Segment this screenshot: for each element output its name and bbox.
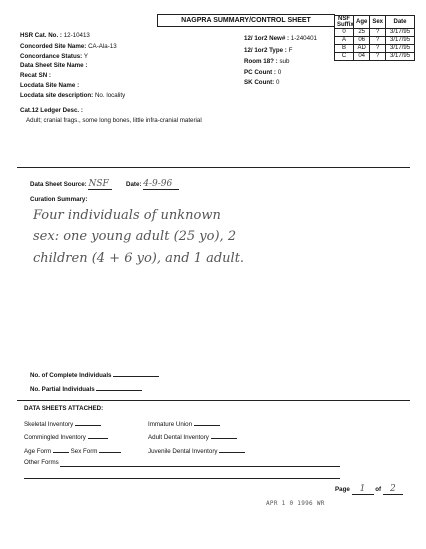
field-label: Recat SN : (20, 72, 51, 79)
field-label: Concorded Site Name: (20, 43, 87, 50)
adult-dental-inventory (148, 432, 237, 441)
table-cell: 25 (354, 29, 370, 37)
table-cell: 0 (335, 29, 354, 37)
field-value: No. locality (94, 92, 126, 99)
table-cell: ? (370, 53, 386, 61)
field-value: Y (83, 53, 88, 60)
partial-individuals (30, 384, 142, 393)
field-value: 4-9-96 (143, 179, 179, 190)
field-room-18 (244, 58, 289, 65)
commingled-inventory (24, 432, 108, 441)
field-value: F (288, 47, 293, 54)
nsf-table-header (335, 16, 415, 29)
field-label: Immature Union (148, 421, 193, 428)
other-forms-line (24, 478, 340, 479)
field-label: HSR Cat. No. : (20, 32, 62, 39)
field-label: SK Count: (244, 79, 275, 86)
blank-line (88, 432, 108, 439)
field-data-sheet-site-name (20, 62, 87, 69)
table-row (335, 37, 415, 45)
field-label: No. of Complete Individuals (30, 372, 112, 379)
field-label: Locdata Site Name : (20, 82, 80, 89)
received-stamp: APR 1 0 1996 WR (266, 500, 325, 507)
table-cell: 3/17/95 (386, 29, 415, 37)
field-label: Other Forms (24, 459, 59, 466)
table-cell: 04 (354, 53, 370, 61)
field-label: No. Partial Individuals (30, 386, 95, 393)
field-label: Age Form (24, 448, 52, 455)
field-value: 0 (275, 79, 280, 86)
date-header: Date (386, 16, 415, 29)
other-forms (24, 459, 59, 466)
field-concordance-status (20, 53, 88, 60)
table-cell: 3/17/95 (386, 37, 415, 45)
table-cell: AD (354, 45, 370, 53)
field-locdata-site-description (20, 92, 125, 99)
nsf-suffix-header-label: NSF Suffix (337, 16, 354, 28)
page-label: Page (335, 486, 350, 493)
immature-union (148, 419, 220, 428)
curation-summary-line: children (4 + 6 yo), and 1 adult. (33, 251, 245, 266)
section-divider (17, 400, 410, 401)
age-header: Age (354, 16, 370, 29)
table-cell: B (335, 45, 354, 53)
field-type (244, 47, 292, 54)
table-cell: A (335, 37, 354, 45)
field-label: Skeletal Inventory (24, 421, 74, 428)
field-label: Date: (126, 181, 142, 188)
blank-line (194, 419, 220, 426)
ledger-label: Cat.12 Ledger Desc. : (20, 107, 83, 114)
curation-summary-label: Curation Summary: (30, 196, 88, 203)
field-hsr-cat-no (20, 32, 90, 39)
ledger-description: Adult; cranial frags., some long bones, little infra-cranial material (26, 117, 202, 124)
field-label: Sex Form (70, 448, 98, 455)
juvenile-dental-inventory (148, 446, 245, 455)
field-concorded-site-name (20, 43, 117, 50)
field-new-number (244, 35, 317, 42)
table-cell: ? (370, 37, 386, 45)
page-current: 1 (352, 484, 374, 495)
table-row (335, 53, 415, 61)
field-value: sub (279, 58, 290, 65)
field-label: Adult Dental Inventory (148, 434, 209, 441)
field-label: Juvenile Dental Inventory (148, 448, 218, 455)
blank-line (211, 432, 237, 439)
attached-title: DATA SHEETS ATTACHED: (24, 405, 104, 412)
blank-line (99, 446, 121, 453)
field-value: 1-240401 (290, 35, 317, 42)
field-label: Locdata site description: (20, 92, 94, 99)
field-label: 12/ 1or2 New# : (244, 35, 290, 42)
field-value: CA-Ala-13 (88, 43, 117, 50)
table-row (335, 45, 415, 53)
table-cell: 3/17/95 (386, 45, 415, 53)
sex-header: Sex (370, 16, 386, 29)
field-value: NSF (88, 179, 112, 190)
field-value: 0 (277, 69, 282, 76)
page-total: 2 (383, 484, 403, 495)
field-label: Commingled Inventory (24, 434, 86, 441)
table-cell: 3/17/95 (386, 53, 415, 61)
blank-line (113, 370, 159, 377)
field-recat-sn (20, 72, 51, 79)
nsf-table (334, 15, 415, 61)
page-of-label: of (375, 486, 382, 493)
other-forms-line (60, 466, 340, 467)
field-pc-count (244, 69, 281, 76)
field-label: Room 18? : (244, 58, 278, 65)
skeletal-inventory (24, 419, 101, 428)
data-sheet-source (30, 179, 112, 190)
table-row (335, 29, 415, 37)
field-sk-count (244, 79, 279, 86)
date-field (126, 179, 179, 190)
table-cell: C (335, 53, 354, 61)
table-cell: ? (370, 29, 386, 37)
table-cell: ? (370, 45, 386, 53)
page-number (335, 484, 403, 495)
table-cell: 06 (354, 37, 370, 45)
field-label: 12/ 1or2 Type : (244, 47, 287, 54)
blank-line (96, 384, 142, 391)
curation-summary-line: sex: one young adult (25 yo), 2 (33, 229, 237, 244)
blank-line (53, 446, 69, 453)
field-locdata-site-name (20, 82, 79, 89)
field-label: PC Count : (244, 69, 276, 76)
sheet-title: NAGPRA SUMMARY/CONTROL SHEET (157, 14, 335, 27)
field-label: Data Sheet Source: (30, 181, 87, 188)
blank-line (75, 419, 101, 426)
complete-individuals (30, 370, 159, 379)
field-value: 12-10413 (63, 32, 90, 39)
blank-line (219, 446, 245, 453)
age-form (24, 446, 121, 455)
curation-summary-line: Four individuals of unknown (33, 208, 221, 223)
nsf-suffix-header (335, 16, 354, 29)
field-label: Data Sheet Site Name : (20, 62, 88, 69)
section-divider (17, 167, 410, 168)
field-label: Concordance Status: (20, 53, 83, 60)
